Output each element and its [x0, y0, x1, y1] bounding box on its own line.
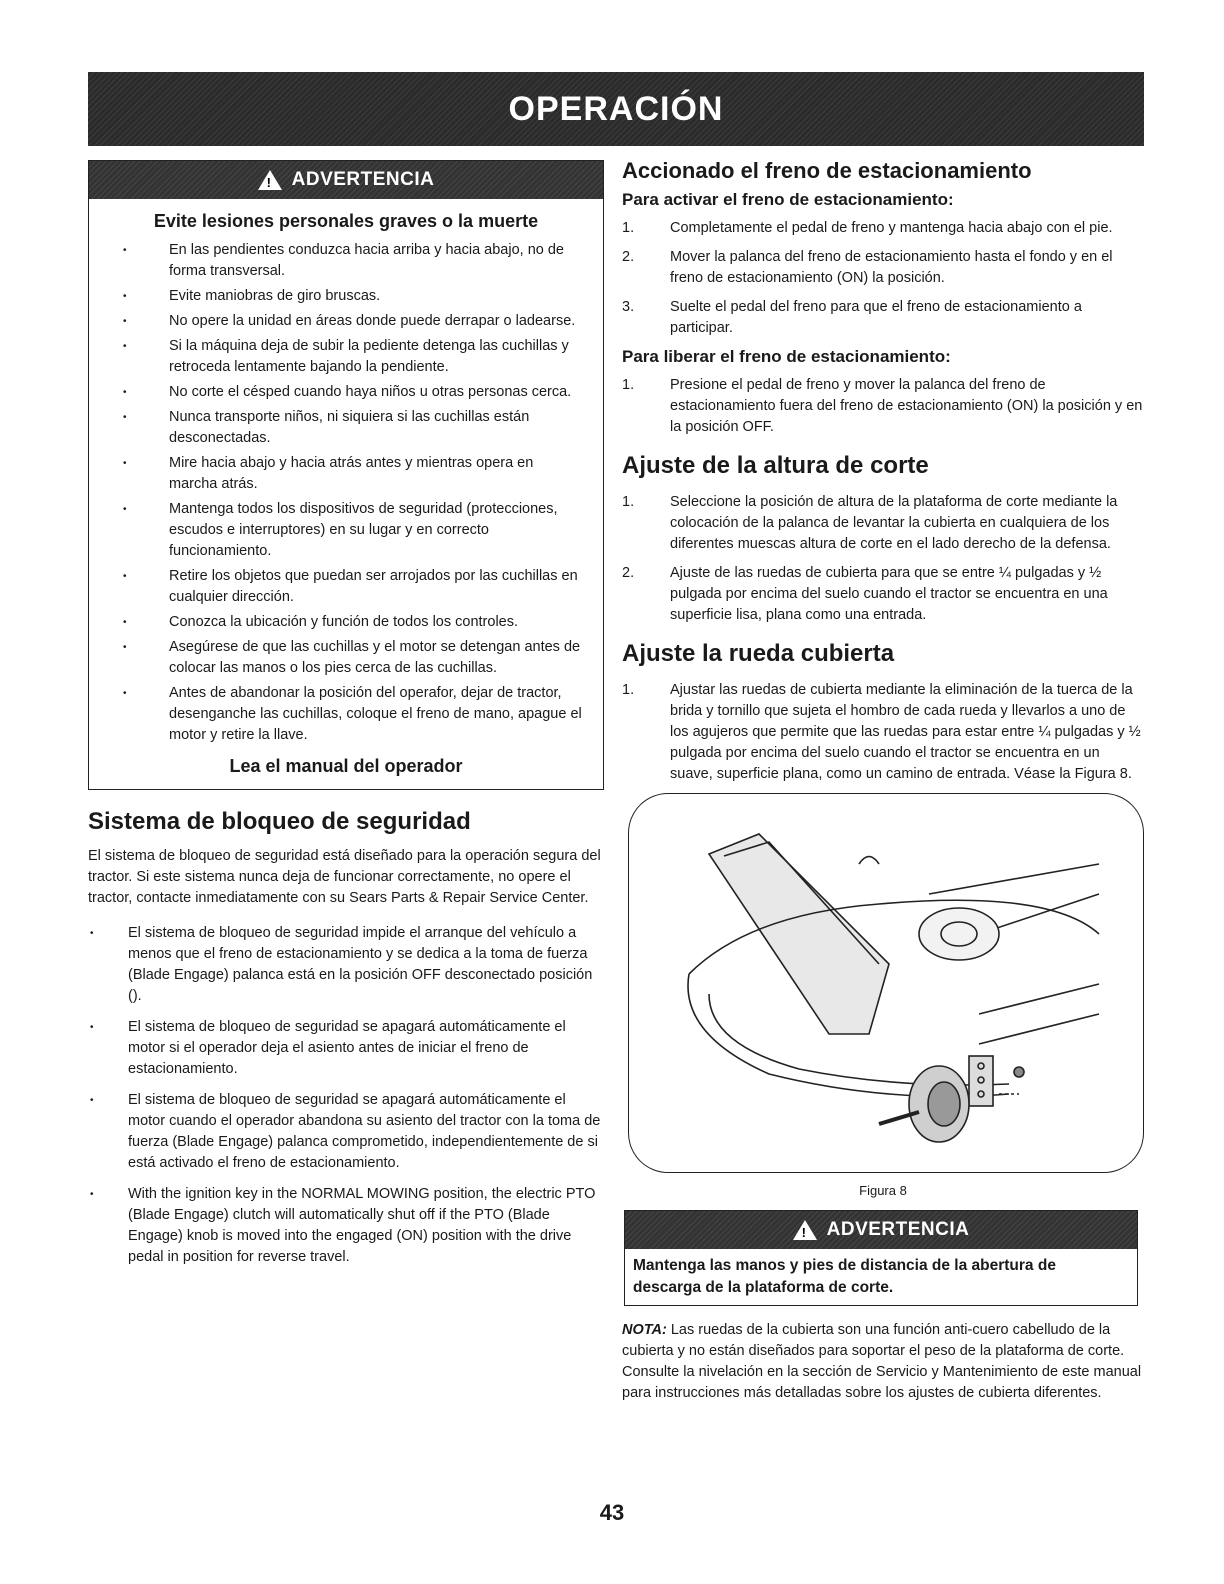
brake-release-steps: [622, 375, 1144, 438]
wheel-steps: [622, 680, 1144, 785]
list-item: 2. Mover la palanca del freno de estacionamiento hasta el fondo y en el freno de estacionamiento (ON) la posición.: [622, 249, 1113, 286]
list-item: • Mantenga todos los dispositivos de seguridad (protecciones, escudos e interruptores) en su lugar y en correcto funcionamiento.: [123, 499, 583, 562]
list-item: 1. Presione el pedal de freno y mover la palanca del freno de estacionamiento fuera del freno de estacionamiento (ON) la posición y en la posición OFF.: [622, 377, 1143, 435]
warning-label: ADVERTENCIA: [826, 1219, 970, 1240]
deck-wheel-illustration: [629, 794, 1143, 1172]
list-item: • Retire los objetos que puedan ser arrojados por las cuchillas en cualquier dirección.: [123, 566, 583, 608]
list-item: • El sistema de bloqueo de seguridad se apagará automáticamente el motor cuando el operador abandona su asiento del tractor con la toma de fuerza (Blade Engage) palanca comprometido, independientemente de si está activado el freno de estacionamiento.: [88, 1090, 606, 1174]
list-item: 1. Seleccione la posición de altura de la plataforma de corte mediante la colocación de la palanca de levantar la cubierta en cualquiera de los diferentes muescas altura de corte en el lado derecho de la defensa.: [622, 494, 1118, 552]
right-column: [622, 158, 1144, 1404]
figure-caption: Figura 8: [859, 1183, 907, 1198]
figure-8: [628, 793, 1144, 1173]
warning-bar: [89, 161, 603, 199]
safety-list: [88, 923, 606, 1268]
warning-box-2: [624, 1210, 1138, 1306]
list-item: • Mire hacia abajo y hacia atrás antes y mientras opera en marcha atrás.: [123, 453, 583, 495]
warning-icon: !: [258, 170, 282, 190]
safety-title: Sistema de bloqueo de seguridad: [88, 808, 471, 835]
list-item: • Nunca transporte niños, ni siquiera si las cuchillas están desconectadas.: [123, 407, 583, 449]
list-item: 1. Completamente el pedal de freno y mantenga hacia abajo con el pie.: [622, 220, 1113, 236]
warning-icon: !: [793, 1220, 817, 1240]
wheel-title: Ajuste la rueda cubierta: [622, 640, 895, 667]
brake-activate-title: Para activar el freno de estacionamiento:: [622, 190, 954, 209]
warning-heading: Evite lesiones personales graves o la muerte: [153, 211, 539, 231]
list-item: • With the ignition key in the NORMAL MOWING position, the electric PTO (Blade Engage) clutch will automatically shut off if the PTO (Blade Engage) knob is moved into the engaged (ON) position with the drive pedal in position for reverse travel.: [88, 1184, 606, 1268]
left-column: [88, 160, 606, 1278]
warning-text: Mantenga las manos y pies de distancia de la abertura de descarga de la plataforma de corte.: [633, 1257, 1056, 1296]
warning-bar-2: [625, 1211, 1137, 1249]
note-text: Las ruedas de la cubierta son una función anti-cuero cabelludo de la cubierta y no están diseñados para soportar el peso de la plataforma de corte. Consulte la nivelación en la sección de Servicio y Mantenimiento de este manual para instrucciones más detalladas sobre los ajustes de cubierta diferentes.: [622, 1322, 1142, 1401]
brake-title: Accionado el freno de estacionamiento: [622, 158, 1032, 183]
page-number: 43: [599, 1500, 625, 1525]
list-item: 1. Ajustar las ruedas de cubierta mediante la eliminación de la tuerca de la brida y tornillo que sujeta el hombro de cada rueda y llevarlos a uno de los agujeros que permite que las ruedas para estar entre ¼ pulgadas y ½ pulgada por encima del suelo cuando el tractor se encuentra en un suave, superficie plana, como un camino de entrada. Véase la Figura 8.: [622, 682, 1141, 782]
warning-footer: Lea el manual del operador: [229, 756, 463, 776]
list-item: • Evite maniobras de giro bruscas.: [123, 286, 583, 307]
note-paragraph: [622, 1320, 1144, 1404]
section-title: OPERACIÓN: [508, 89, 724, 128]
warning-label: ADVERTENCIA: [291, 169, 435, 190]
list-item: 2. Ajuste de las ruedas de cubierta para que se entre ¼ pulgadas y ½ pulgada por encima del suelo cuando el tractor se encuentra en una superficie lisa, plana como una entrada.: [622, 565, 1108, 623]
list-item: • No opere la unidad en áreas donde puede derrapar o ladearse.: [123, 311, 583, 332]
list-item: 3. Suelte el pedal del freno para que el freno de estacionamiento a participar.: [622, 299, 1082, 336]
list-item: • El sistema de bloqueo de seguridad impide el arranque del vehículo a menos que el freno de estacionamiento y se dedica a la toma de fuerza (Blade Engage) palanca está en la posición OFF desconectado posición ().: [88, 923, 606, 1007]
warning-box: [88, 160, 604, 790]
list-item: • Antes de abandonar la posición del operafor, dejar de tractor, desenganche las cuchillas, coloque el freno de mano, apague el motor y retire la llave.: [123, 683, 583, 746]
list-item: • No corte el césped cuando haya niños u otras personas cerca.: [123, 382, 583, 403]
note-label: NOTA:: [622, 1322, 667, 1338]
page-banner: [88, 72, 1144, 146]
height-title: Ajuste de la altura de corte: [622, 452, 929, 479]
warning-list: [89, 240, 603, 746]
safety-intro: El sistema de bloqueo de seguridad está diseñado para la operación segura del tractor. Si este sistema nunca deja de funcionar correctamente, no opere el tractor, contacte inmediatamente con su Sears Parts & Repair Service Center.: [88, 848, 601, 906]
list-item: • El sistema de bloqueo de seguridad se apagará automáticamente el motor si el operador deja el asiento antes de iniciar el freno de estacionamiento.: [88, 1017, 606, 1080]
brake-release-title: Para liberar el freno de estacionamiento:: [622, 347, 951, 366]
list-item: • Si la máquina deja de subir la pediente detenga las cuchillas y retroceda lentamente bajando la pendiente.: [123, 336, 583, 378]
brake-activate-steps: [622, 218, 1144, 339]
height-steps: [622, 492, 1144, 626]
list-item: • Conozca la ubicación y función de todos los controles.: [123, 612, 583, 633]
list-item: • En las pendientes conduzca hacia arriba y hacia abajo, no de forma transversal.: [123, 240, 583, 282]
list-item: • Asegúrese de que las cuchillas y el motor se detengan antes de colocar las manos o los pies cerca de las cuchillas.: [123, 637, 583, 679]
